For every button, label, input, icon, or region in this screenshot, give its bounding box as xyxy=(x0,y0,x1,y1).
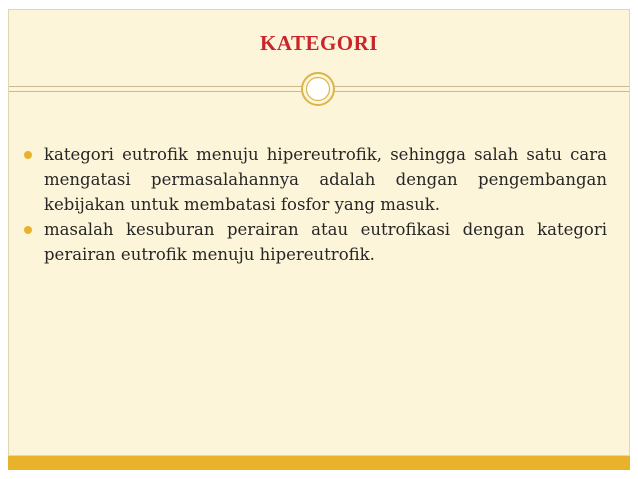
bottom-accent-bar xyxy=(8,456,630,470)
bullet-text: kategori eutrofik menuju hipereutrofik, sehingga salah satu cara mengatasi permasalahannya adalah dengan pengembangan kebijakan untuk membatasi fosfor yang masuk. xyxy=(44,145,607,214)
double-circle-ornament-icon xyxy=(300,71,336,107)
bullet-dot-icon xyxy=(24,151,32,159)
bullet-list xyxy=(22,142,607,267)
slide-title: KATEGORI xyxy=(260,31,378,55)
bullet-text: masalah kesuburan perairan atau eutrofikasi dengan kategori perairan eutrofik menuju hipereutrofik. xyxy=(44,220,607,264)
bullet-dot-icon xyxy=(24,226,32,234)
bullet-item xyxy=(22,142,607,217)
bullet-item xyxy=(22,217,607,267)
